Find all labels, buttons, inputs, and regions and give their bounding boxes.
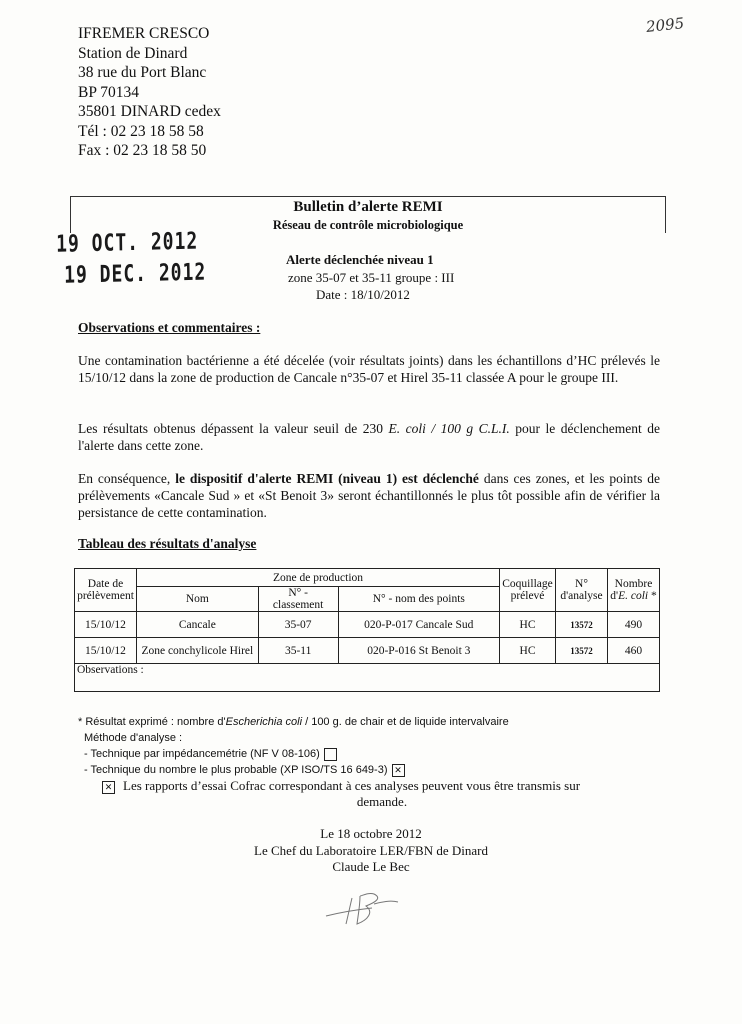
method-text: - Technique par impédancemétrie (NF V 08-106) — [84, 748, 320, 760]
npp-checkbox-checked[interactable]: ✕ — [392, 764, 405, 777]
text-span: * Résultat exprimé : nombre d' — [78, 716, 226, 728]
analysis-notes — [78, 714, 509, 778]
cell-nom: Cancale — [136, 612, 258, 638]
impedance-checkbox[interactable] — [324, 748, 337, 761]
alert-date: Date : 18/10/2012 — [316, 287, 410, 302]
alert-zone: zone 35-07 et 35-11 groupe : III — [288, 270, 455, 285]
received-stamp: 19 DEC. 2012 — [64, 258, 207, 290]
text-span: le dispositif d'alerte REMI (niveau 1) est déclenché — [175, 471, 479, 486]
text-span: / 100 g. de chair et de liquide intervalvaire — [302, 716, 509, 728]
alert-level: Alerte déclenchée niveau 1 — [286, 252, 434, 267]
cell-analyse: 13572 — [556, 638, 608, 664]
cell-point: 020-P-017 Cancale Sud — [338, 612, 499, 638]
table-header-row — [75, 569, 660, 587]
cell-ecoli: 460 — [607, 638, 659, 664]
received-stamp: 19 OCT. 2012 — [56, 227, 199, 259]
sender-address — [78, 24, 221, 161]
cell-coquillage: HC — [500, 612, 556, 638]
bulletin-subtitle: Réseau de contrôle microbiologique — [272, 218, 464, 232]
method-label: Méthode d'analyse : — [84, 732, 183, 744]
cofrac-text: demande. — [356, 794, 408, 809]
text-span: E. coli / 100 g C.L.I. — [388, 421, 510, 436]
header-text: prélevé — [510, 590, 545, 602]
cell-classement: 35-11 — [258, 638, 338, 664]
sender-line: BP 70134 — [78, 83, 140, 101]
cofrac-text: Les rapports d’essai Cofrac correspondant à ces analyses peuvent vous être transmis sur — [123, 778, 581, 793]
sender-line: Fax : 02 23 18 58 50 — [78, 142, 207, 159]
header-text: * — [648, 590, 657, 602]
header-text: Date de — [87, 578, 124, 590]
table-row — [75, 638, 660, 664]
observations-cell: Observations : — [75, 664, 660, 692]
cofrac-checkbox-checked[interactable]: ✕ — [102, 781, 115, 794]
cofrac-notice — [102, 778, 662, 810]
header-text: classement — [272, 599, 324, 611]
header-text: Coquillage — [502, 578, 553, 590]
cell-ecoli: 490 — [607, 612, 659, 638]
method-npp — [78, 762, 509, 778]
cell-coquillage: HC — [500, 638, 556, 664]
header-text: prélèvement — [77, 590, 134, 602]
header-cell: Nom — [136, 587, 258, 612]
cell-classement: 35-07 — [258, 612, 338, 638]
signature-name: Claude Le Bec — [332, 859, 410, 874]
footnote — [78, 714, 509, 730]
header-cell — [556, 569, 608, 612]
header-text: Nombre — [614, 578, 653, 590]
cell-nom: Zone conchylicole Hirel — [136, 638, 258, 664]
table-row — [75, 612, 660, 638]
sender-line: 35801 DINARD cedex — [78, 103, 221, 120]
signature-date: Le 18 octobre 2012 — [320, 826, 422, 841]
bulletin-title: Bulletin d’alerte REMI — [293, 199, 443, 215]
header-cell: N° - nom des points — [338, 587, 499, 612]
text-span: pour le déclenchement de l'alerte dans cette zone. — [78, 421, 661, 453]
signature-block — [0, 826, 742, 876]
observation-paragraph — [78, 470, 660, 521]
header-cell — [258, 587, 338, 612]
text-span: En conséquence, — [78, 471, 176, 486]
text-span: dans ces zones, et les points de prélèvements «Cancale Sud » et «St Benoit 3» seront échantillonnés le plus tôt possible afin de vérifier la persistance de cette contamination. — [78, 471, 660, 520]
observations-title: Observations et commentaires : — [78, 320, 261, 335]
cell-date: 15/10/12 — [75, 612, 137, 638]
sender-line: Station de Dinard — [78, 44, 188, 62]
signature-role: Le Chef du Laboratoire LER/FBN de Dinard — [254, 842, 488, 858]
text-span: Les résultats obtenus dépassent la valeur seuil de 230 — [78, 421, 389, 436]
header-text: d' — [610, 590, 619, 602]
header-text: N° - — [288, 587, 308, 599]
sender-line: Tél : 02 23 18 58 58 — [78, 122, 204, 140]
header-cell — [500, 569, 556, 612]
header-text: N° — [575, 578, 588, 590]
cell-date: 15/10/12 — [75, 638, 137, 664]
header-cell — [75, 569, 137, 612]
results-title: Tableau des résultats d'analyse — [78, 536, 257, 551]
cell-point: 020-P-016 St Benoit 3 — [338, 638, 499, 664]
method-text: - Technique du nombre le plus probable (XP ISO/TS 16 649-3) — [84, 764, 388, 776]
method-impedance — [78, 746, 509, 762]
observation-paragraph — [78, 420, 660, 454]
sender-line: 38 rue du Port Blanc — [78, 64, 207, 81]
sender-line: IFREMER CRESCO — [78, 25, 210, 42]
header-cell: Zone de production — [136, 569, 499, 587]
cell-analyse: 13572 — [556, 612, 608, 638]
header-text: d'analyse — [560, 590, 603, 602]
handwritten-signature-icon — [324, 890, 404, 930]
text-span: Escherichia coli — [225, 716, 303, 728]
table-observations-row — [75, 664, 660, 692]
observation-paragraph: Une contamination bactérienne a été décelée (voir résultats joints) dans les échantillons d’HC prélevés le 15/10/12 dans la zone de production de Cancale n°35-07 et Hirel 35-11 classée A pour le groupe III. — [78, 353, 660, 385]
handwritten-number: 2095 — [645, 14, 686, 36]
bulletin-header — [70, 196, 666, 233]
header-text: E. coli — [618, 590, 649, 602]
results-table — [74, 568, 660, 692]
header-cell — [607, 569, 659, 612]
